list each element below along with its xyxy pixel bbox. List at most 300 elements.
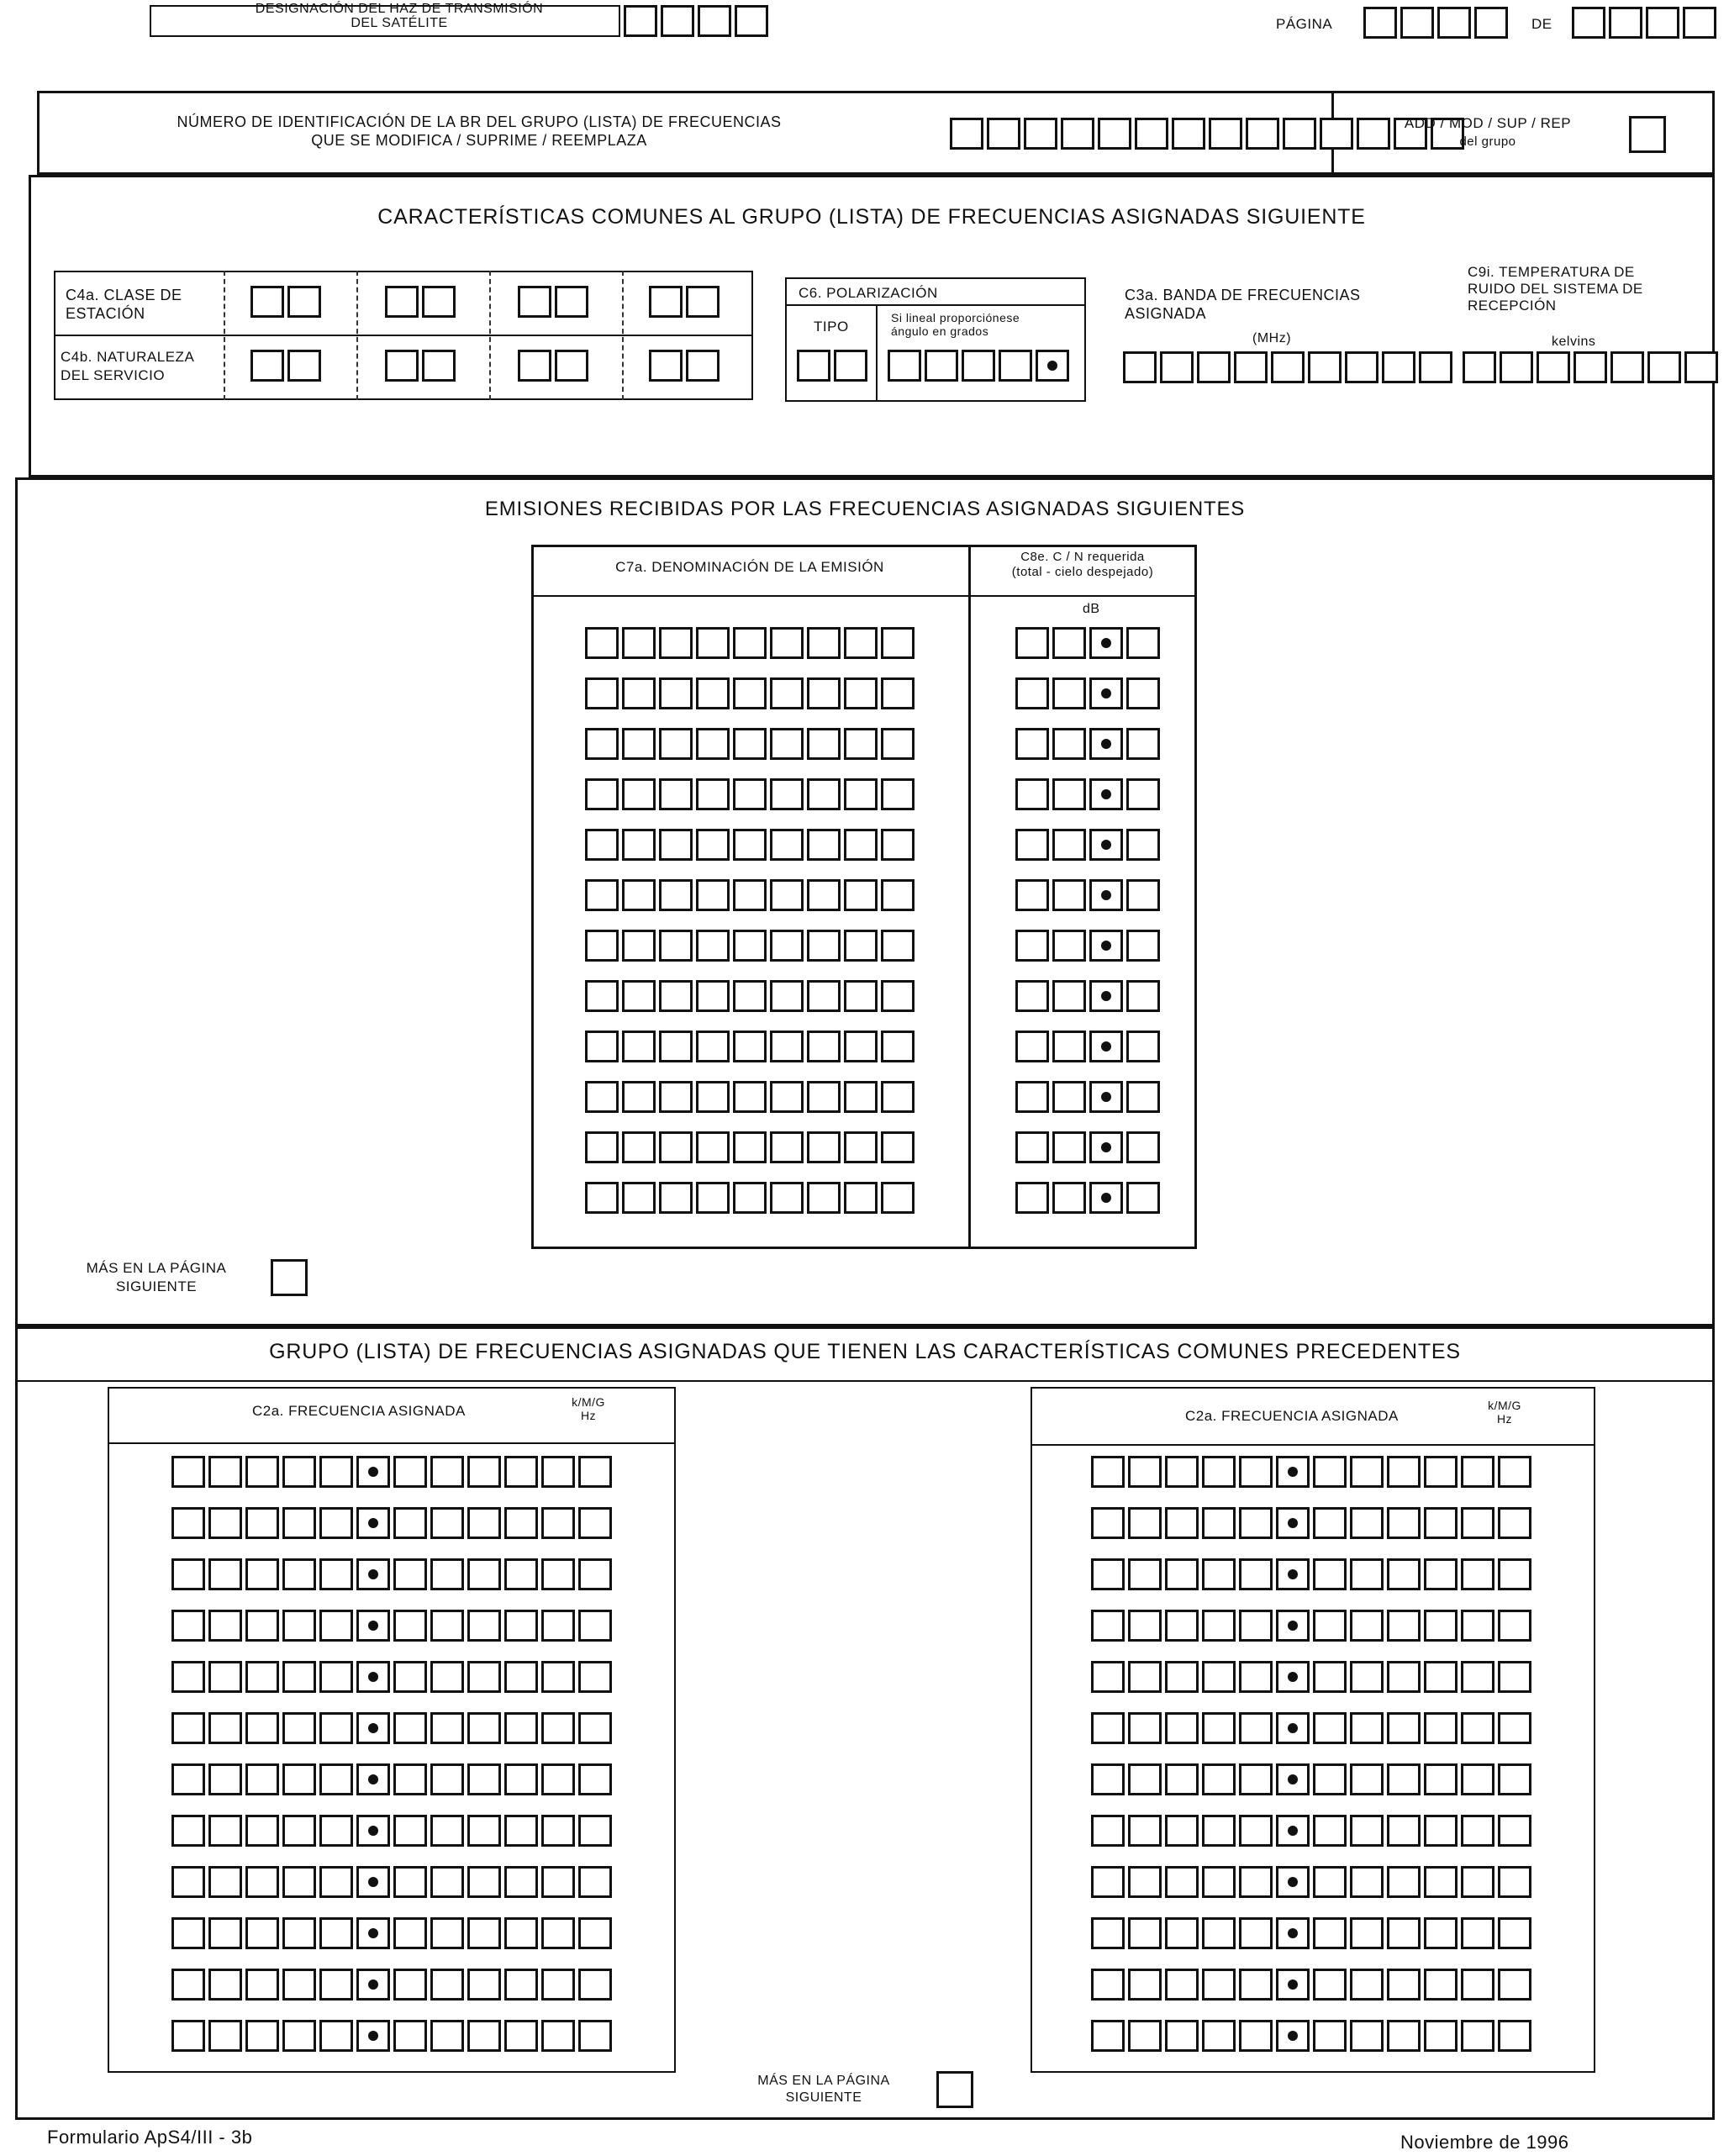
digit-box[interactable] bbox=[1091, 1815, 1125, 1847]
digit-box[interactable] bbox=[504, 1917, 538, 1949]
digit-box[interactable] bbox=[1424, 1507, 1458, 1539]
digit-box[interactable] bbox=[1089, 1081, 1123, 1113]
digit-box[interactable] bbox=[245, 1866, 279, 1898]
digit-box[interactable] bbox=[282, 1661, 316, 1693]
digit-box[interactable] bbox=[844, 980, 878, 1012]
emission-designation-row[interactable] bbox=[585, 1031, 918, 1062]
digit-box[interactable] bbox=[393, 1815, 427, 1847]
digit-box[interactable] bbox=[1091, 1763, 1125, 1795]
digit-box[interactable] bbox=[430, 1610, 464, 1642]
digit-box[interactable] bbox=[1461, 1815, 1494, 1847]
digit-box[interactable] bbox=[1091, 1866, 1125, 1898]
digit-box[interactable] bbox=[208, 2020, 242, 2052]
digit-box[interactable] bbox=[1239, 2020, 1273, 2052]
frequency-row-right[interactable] bbox=[1091, 1866, 1535, 1898]
digit-box[interactable] bbox=[881, 677, 915, 709]
digit-box[interactable] bbox=[467, 2020, 501, 2052]
digit-box[interactable] bbox=[208, 1456, 242, 1488]
digit-box[interactable] bbox=[1313, 1917, 1347, 1949]
digit-box[interactable] bbox=[659, 879, 693, 911]
action-checkbox[interactable] bbox=[1629, 116, 1666, 153]
emission-designation-row[interactable] bbox=[585, 728, 918, 760]
digit-box[interactable] bbox=[245, 1558, 279, 1590]
digit-box[interactable] bbox=[733, 829, 767, 861]
digit-box[interactable] bbox=[1128, 1815, 1162, 1847]
digit-box[interactable] bbox=[696, 1131, 730, 1163]
digit-box[interactable] bbox=[1350, 1456, 1384, 1488]
digit-box[interactable] bbox=[1461, 1917, 1494, 1949]
digit-box[interactable] bbox=[1350, 1969, 1384, 2000]
digit-box[interactable] bbox=[171, 1712, 205, 1744]
digit-box[interactable] bbox=[1202, 1507, 1236, 1539]
digit-box[interactable] bbox=[504, 1610, 538, 1642]
digit-box[interactable] bbox=[1387, 2020, 1421, 2052]
digit-box[interactable] bbox=[881, 980, 915, 1012]
digit-box[interactable] bbox=[1239, 1610, 1273, 1642]
digit-box[interactable] bbox=[585, 829, 619, 861]
digit-box[interactable] bbox=[578, 1456, 612, 1488]
digit-box[interactable] bbox=[1276, 1712, 1310, 1744]
emission-designation-row[interactable] bbox=[585, 980, 918, 1012]
digit-box[interactable] bbox=[393, 1661, 427, 1693]
digit-box[interactable] bbox=[1052, 677, 1086, 709]
digit-box[interactable] bbox=[541, 2020, 575, 2052]
digit-box[interactable] bbox=[1498, 1815, 1531, 1847]
digit-box[interactable] bbox=[578, 1661, 612, 1693]
digit-box[interactable] bbox=[541, 1507, 575, 1539]
digit-box[interactable] bbox=[356, 1610, 390, 1642]
frequency-row-right[interactable] bbox=[1091, 1763, 1535, 1795]
digit-box[interactable] bbox=[1015, 778, 1049, 810]
digit-box[interactable] bbox=[356, 1507, 390, 1539]
digit-box[interactable] bbox=[1313, 2020, 1347, 2052]
digit-box[interactable] bbox=[1089, 1131, 1123, 1163]
digit-box[interactable] bbox=[393, 1456, 427, 1488]
digit-box[interactable] bbox=[1239, 1969, 1273, 2000]
digit-box[interactable] bbox=[1165, 1917, 1199, 1949]
digit-box[interactable] bbox=[770, 1081, 804, 1113]
digit-box[interactable] bbox=[319, 1712, 353, 1744]
digit-box[interactable] bbox=[245, 1456, 279, 1488]
digit-box[interactable] bbox=[733, 1031, 767, 1062]
station-class-3[interactable] bbox=[518, 286, 592, 318]
digit-box[interactable] bbox=[1498, 1456, 1531, 1488]
station-class-1[interactable] bbox=[250, 286, 324, 318]
digit-box[interactable] bbox=[1276, 1507, 1310, 1539]
digit-box[interactable] bbox=[504, 1558, 538, 1590]
digit-box[interactable] bbox=[1128, 2020, 1162, 2052]
frequency-row-left[interactable] bbox=[171, 2020, 615, 2052]
digit-box[interactable] bbox=[1350, 1507, 1384, 1539]
digit-box[interactable] bbox=[319, 1866, 353, 1898]
digit-box[interactable] bbox=[585, 1031, 619, 1062]
digit-box[interactable] bbox=[1015, 728, 1049, 760]
digit-box[interactable] bbox=[1052, 930, 1086, 962]
digit-box[interactable] bbox=[1126, 879, 1160, 911]
frequency-row-right[interactable] bbox=[1091, 1712, 1535, 1744]
digit-box[interactable] bbox=[319, 1969, 353, 2000]
digit-box[interactable] bbox=[844, 778, 878, 810]
digit-box[interactable] bbox=[1165, 1507, 1199, 1539]
digit-box[interactable] bbox=[541, 1610, 575, 1642]
digit-box[interactable] bbox=[393, 1866, 427, 1898]
digit-box[interactable] bbox=[733, 677, 767, 709]
digit-box[interactable] bbox=[356, 1969, 390, 2000]
digit-box[interactable] bbox=[1350, 2020, 1384, 2052]
digit-box[interactable] bbox=[1091, 1969, 1125, 2000]
digit-box[interactable] bbox=[578, 1507, 612, 1539]
digit-box[interactable] bbox=[1052, 829, 1086, 861]
digit-box[interactable] bbox=[659, 1081, 693, 1113]
emission-designation-row[interactable] bbox=[585, 627, 918, 659]
digit-box[interactable] bbox=[1424, 1763, 1458, 1795]
digit-box[interactable] bbox=[1128, 1712, 1162, 1744]
digit-box[interactable] bbox=[1276, 1456, 1310, 1488]
digit-box[interactable] bbox=[393, 1969, 427, 2000]
digit-box[interactable] bbox=[1461, 1558, 1494, 1590]
frequency-row-right[interactable] bbox=[1091, 1456, 1535, 1488]
digit-box[interactable] bbox=[1350, 1712, 1384, 1744]
cn-required-row[interactable] bbox=[1015, 1031, 1163, 1062]
digit-box[interactable] bbox=[1424, 1456, 1458, 1488]
digit-box[interactable] bbox=[733, 627, 767, 659]
frequency-row-left[interactable] bbox=[171, 1712, 615, 1744]
digit-box[interactable] bbox=[356, 1712, 390, 1744]
digit-box[interactable] bbox=[467, 1507, 501, 1539]
digit-box[interactable] bbox=[844, 1031, 878, 1062]
digit-box[interactable] bbox=[245, 1507, 279, 1539]
digit-box[interactable] bbox=[1202, 1763, 1236, 1795]
digit-box[interactable] bbox=[171, 1610, 205, 1642]
digit-box[interactable] bbox=[1126, 930, 1160, 962]
digit-box[interactable] bbox=[1424, 1712, 1458, 1744]
digit-box[interactable] bbox=[807, 778, 841, 810]
digit-box[interactable] bbox=[1387, 1917, 1421, 1949]
digit-box[interactable] bbox=[504, 1866, 538, 1898]
digit-box[interactable] bbox=[1498, 1917, 1531, 1949]
digit-box[interactable] bbox=[1202, 2020, 1236, 2052]
digit-box[interactable] bbox=[585, 1131, 619, 1163]
service-nature-3[interactable] bbox=[518, 350, 592, 382]
digit-box[interactable] bbox=[1313, 1866, 1347, 1898]
digit-box[interactable] bbox=[696, 829, 730, 861]
digit-box[interactable] bbox=[578, 1610, 612, 1642]
digit-box[interactable] bbox=[393, 1610, 427, 1642]
digit-box[interactable] bbox=[1165, 1763, 1199, 1795]
digit-box[interactable] bbox=[1424, 1917, 1458, 1949]
frequency-row-right[interactable] bbox=[1091, 1917, 1535, 1949]
digit-box[interactable] bbox=[171, 1507, 205, 1539]
digit-box[interactable] bbox=[319, 1661, 353, 1693]
digit-box[interactable] bbox=[659, 829, 693, 861]
digit-box[interactable] bbox=[659, 1182, 693, 1214]
digit-box[interactable] bbox=[541, 1866, 575, 1898]
digit-box[interactable] bbox=[319, 2020, 353, 2052]
digit-box[interactable] bbox=[467, 1917, 501, 1949]
digit-box[interactable] bbox=[881, 1182, 915, 1214]
digit-box[interactable] bbox=[1276, 1610, 1310, 1642]
digit-box[interactable] bbox=[807, 677, 841, 709]
digit-box[interactable] bbox=[770, 879, 804, 911]
cn-required-row[interactable] bbox=[1015, 980, 1163, 1012]
digit-box[interactable] bbox=[356, 1558, 390, 1590]
digit-box[interactable] bbox=[467, 1661, 501, 1693]
digit-box[interactable] bbox=[1387, 1456, 1421, 1488]
digit-box[interactable] bbox=[1276, 2020, 1310, 2052]
station-class-4[interactable] bbox=[649, 286, 723, 318]
digit-box[interactable] bbox=[1424, 1866, 1458, 1898]
frequency-row-left[interactable] bbox=[171, 1866, 615, 1898]
digit-box[interactable] bbox=[282, 1815, 316, 1847]
digit-box[interactable] bbox=[208, 1712, 242, 1744]
digit-box[interactable] bbox=[1165, 1712, 1199, 1744]
digit-box[interactable] bbox=[585, 677, 619, 709]
digit-box[interactable] bbox=[1165, 2020, 1199, 2052]
digit-box[interactable] bbox=[1461, 1969, 1494, 2000]
digit-box[interactable] bbox=[282, 1456, 316, 1488]
digit-box[interactable] bbox=[578, 2020, 612, 2052]
digit-box[interactable] bbox=[622, 677, 656, 709]
digit-box[interactable] bbox=[1091, 1610, 1125, 1642]
digit-box[interactable] bbox=[585, 728, 619, 760]
digit-box[interactable] bbox=[696, 1182, 730, 1214]
digit-box[interactable] bbox=[1239, 1558, 1273, 1590]
digit-box[interactable] bbox=[844, 1182, 878, 1214]
cn-required-row[interactable] bbox=[1015, 1081, 1163, 1113]
digit-box[interactable] bbox=[282, 1507, 316, 1539]
digit-box[interactable] bbox=[585, 627, 619, 659]
digit-box[interactable] bbox=[1239, 1815, 1273, 1847]
digit-box[interactable] bbox=[282, 2020, 316, 2052]
digit-box[interactable] bbox=[208, 1815, 242, 1847]
digit-box[interactable] bbox=[807, 1081, 841, 1113]
digit-box[interactable] bbox=[770, 1031, 804, 1062]
digit-box[interactable] bbox=[1052, 627, 1086, 659]
frequency-row-left[interactable] bbox=[171, 1507, 615, 1539]
digit-box[interactable] bbox=[1089, 829, 1123, 861]
digit-box[interactable] bbox=[1126, 627, 1160, 659]
emission-designation-row[interactable] bbox=[585, 1081, 918, 1113]
digit-box[interactable] bbox=[282, 1712, 316, 1744]
digit-box[interactable] bbox=[696, 1031, 730, 1062]
digit-box[interactable] bbox=[1091, 1507, 1125, 1539]
digit-box[interactable] bbox=[467, 1610, 501, 1642]
digit-box[interactable] bbox=[696, 778, 730, 810]
digit-box[interactable] bbox=[1461, 1712, 1494, 1744]
digit-box[interactable] bbox=[1350, 1866, 1384, 1898]
digit-box[interactable] bbox=[319, 1763, 353, 1795]
digit-box[interactable] bbox=[208, 1917, 242, 1949]
digit-box[interactable] bbox=[1461, 1866, 1494, 1898]
digit-box[interactable] bbox=[430, 1815, 464, 1847]
digit-box[interactable] bbox=[659, 778, 693, 810]
digit-box[interactable] bbox=[659, 1131, 693, 1163]
digit-box[interactable] bbox=[1313, 1763, 1347, 1795]
digit-box[interactable] bbox=[622, 1081, 656, 1113]
digit-box[interactable] bbox=[844, 627, 878, 659]
digit-box[interactable] bbox=[504, 1815, 538, 1847]
digit-box[interactable] bbox=[1128, 1917, 1162, 1949]
digit-box[interactable] bbox=[1052, 1182, 1086, 1214]
cn-required-row[interactable] bbox=[1015, 829, 1163, 861]
digit-box[interactable] bbox=[208, 1969, 242, 2000]
digit-box[interactable] bbox=[1128, 1507, 1162, 1539]
digit-box[interactable] bbox=[393, 2020, 427, 2052]
digit-box[interactable] bbox=[282, 1969, 316, 2000]
digit-box[interactable] bbox=[504, 1661, 538, 1693]
frequency-row-right[interactable] bbox=[1091, 1969, 1535, 2000]
digit-box[interactable] bbox=[356, 2020, 390, 2052]
cn-required-row[interactable] bbox=[1015, 1131, 1163, 1163]
digit-box[interactable] bbox=[541, 1917, 575, 1949]
digit-box[interactable] bbox=[696, 1081, 730, 1113]
digit-box[interactable] bbox=[1202, 1558, 1236, 1590]
digit-box[interactable] bbox=[1165, 1815, 1199, 1847]
frequency-row-left[interactable] bbox=[171, 1661, 615, 1693]
digit-box[interactable] bbox=[844, 1131, 878, 1163]
digit-box[interactable] bbox=[282, 1763, 316, 1795]
frequency-row-left[interactable] bbox=[171, 1558, 615, 1590]
frequency-row-left[interactable] bbox=[171, 1969, 615, 2000]
digit-box[interactable] bbox=[1126, 1031, 1160, 1062]
digit-box[interactable] bbox=[467, 1763, 501, 1795]
digit-box[interactable] bbox=[245, 1815, 279, 1847]
digit-box[interactable] bbox=[356, 1866, 390, 1898]
digit-box[interactable] bbox=[319, 1917, 353, 1949]
digit-box[interactable] bbox=[208, 1558, 242, 1590]
page-number-boxes[interactable] bbox=[1363, 7, 1511, 39]
digit-box[interactable] bbox=[578, 1969, 612, 2000]
digit-box[interactable] bbox=[1165, 1610, 1199, 1642]
emission-designation-row[interactable] bbox=[585, 879, 918, 911]
digit-box[interactable] bbox=[393, 1507, 427, 1539]
digit-box[interactable] bbox=[208, 1661, 242, 1693]
digit-box[interactable] bbox=[659, 1031, 693, 1062]
digit-box[interactable] bbox=[1313, 1456, 1347, 1488]
station-class-2[interactable] bbox=[385, 286, 459, 318]
digit-box[interactable] bbox=[1126, 728, 1160, 760]
digit-box[interactable] bbox=[1387, 1610, 1421, 1642]
digit-box[interactable] bbox=[844, 728, 878, 760]
emissions-more-checkbox[interactable] bbox=[271, 1259, 308, 1296]
digit-box[interactable] bbox=[1202, 1661, 1236, 1693]
digit-box[interactable] bbox=[1015, 1081, 1049, 1113]
digit-box[interactable] bbox=[622, 879, 656, 911]
digit-box[interactable] bbox=[807, 728, 841, 760]
digit-box[interactable] bbox=[245, 1661, 279, 1693]
digit-box[interactable] bbox=[1498, 1558, 1531, 1590]
digit-box[interactable] bbox=[1239, 1763, 1273, 1795]
digit-box[interactable] bbox=[504, 1712, 538, 1744]
digit-box[interactable] bbox=[541, 1661, 575, 1693]
digit-box[interactable] bbox=[1165, 1969, 1199, 2000]
digit-box[interactable] bbox=[881, 879, 915, 911]
digit-box[interactable] bbox=[171, 1815, 205, 1847]
emission-designation-row[interactable] bbox=[585, 1131, 918, 1163]
frequency-row-left[interactable] bbox=[171, 1917, 615, 1949]
digit-box[interactable] bbox=[659, 930, 693, 962]
digit-box[interactable] bbox=[881, 1131, 915, 1163]
digit-box[interactable] bbox=[1202, 1969, 1236, 2000]
digit-box[interactable] bbox=[1015, 1031, 1049, 1062]
digit-box[interactable] bbox=[696, 677, 730, 709]
digit-box[interactable] bbox=[208, 1866, 242, 1898]
digit-box[interactable] bbox=[1052, 879, 1086, 911]
digit-box[interactable] bbox=[1239, 1866, 1273, 1898]
digit-box[interactable] bbox=[504, 1763, 538, 1795]
digit-box[interactable] bbox=[1128, 1969, 1162, 2000]
digit-box[interactable] bbox=[1052, 1131, 1086, 1163]
digit-box[interactable] bbox=[319, 1815, 353, 1847]
digit-box[interactable] bbox=[844, 1081, 878, 1113]
digit-box[interactable] bbox=[659, 728, 693, 760]
digit-box[interactable] bbox=[585, 879, 619, 911]
digit-box[interactable] bbox=[171, 1917, 205, 1949]
digit-box[interactable] bbox=[807, 930, 841, 962]
digit-box[interactable] bbox=[319, 1456, 353, 1488]
digit-box[interactable] bbox=[1052, 980, 1086, 1012]
digit-box[interactable] bbox=[171, 2020, 205, 2052]
cn-required-row[interactable] bbox=[1015, 1182, 1163, 1214]
digit-box[interactable] bbox=[541, 1969, 575, 2000]
digit-box[interactable] bbox=[770, 627, 804, 659]
emission-designation-row[interactable] bbox=[585, 1182, 918, 1214]
digit-box[interactable] bbox=[1091, 1558, 1125, 1590]
digit-box[interactable] bbox=[1165, 1661, 1199, 1693]
digit-box[interactable] bbox=[1461, 1507, 1494, 1539]
digit-box[interactable] bbox=[245, 1610, 279, 1642]
digit-box[interactable] bbox=[430, 1456, 464, 1488]
digit-box[interactable] bbox=[319, 1507, 353, 1539]
digit-box[interactable] bbox=[622, 1182, 656, 1214]
digit-box[interactable] bbox=[467, 1969, 501, 2000]
digit-box[interactable] bbox=[1126, 1081, 1160, 1113]
digit-box[interactable] bbox=[1015, 879, 1049, 911]
digit-box[interactable] bbox=[541, 1763, 575, 1795]
digit-box[interactable] bbox=[1091, 1456, 1125, 1488]
digit-box[interactable] bbox=[1276, 1661, 1310, 1693]
cn-required-row[interactable] bbox=[1015, 778, 1163, 810]
cn-required-row[interactable] bbox=[1015, 879, 1163, 911]
digit-box[interactable] bbox=[881, 1031, 915, 1062]
digit-box[interactable] bbox=[1239, 1917, 1273, 1949]
digit-box[interactable] bbox=[770, 980, 804, 1012]
digit-box[interactable] bbox=[1015, 1182, 1049, 1214]
band-boxes[interactable] bbox=[1123, 351, 1456, 383]
digit-box[interactable] bbox=[541, 1712, 575, 1744]
service-nature-4[interactable] bbox=[649, 350, 723, 382]
digit-box[interactable] bbox=[1089, 980, 1123, 1012]
digit-box[interactable] bbox=[171, 1969, 205, 2000]
polarization-angle-boxes[interactable] bbox=[888, 350, 1073, 382]
digit-box[interactable] bbox=[1165, 1558, 1199, 1590]
frequency-row-right[interactable] bbox=[1091, 1610, 1535, 1642]
digit-box[interactable] bbox=[171, 1456, 205, 1488]
digit-box[interactable] bbox=[282, 1558, 316, 1590]
digit-box[interactable] bbox=[696, 728, 730, 760]
digit-box[interactable] bbox=[578, 1866, 612, 1898]
digit-box[interactable] bbox=[245, 1917, 279, 1949]
digit-box[interactable] bbox=[1424, 1661, 1458, 1693]
digit-box[interactable] bbox=[807, 1031, 841, 1062]
digit-box[interactable] bbox=[770, 829, 804, 861]
digit-box[interactable] bbox=[659, 980, 693, 1012]
digit-box[interactable] bbox=[356, 1815, 390, 1847]
digit-box[interactable] bbox=[1313, 1610, 1347, 1642]
digit-box[interactable] bbox=[1424, 1815, 1458, 1847]
digit-box[interactable] bbox=[622, 778, 656, 810]
digit-box[interactable] bbox=[696, 879, 730, 911]
